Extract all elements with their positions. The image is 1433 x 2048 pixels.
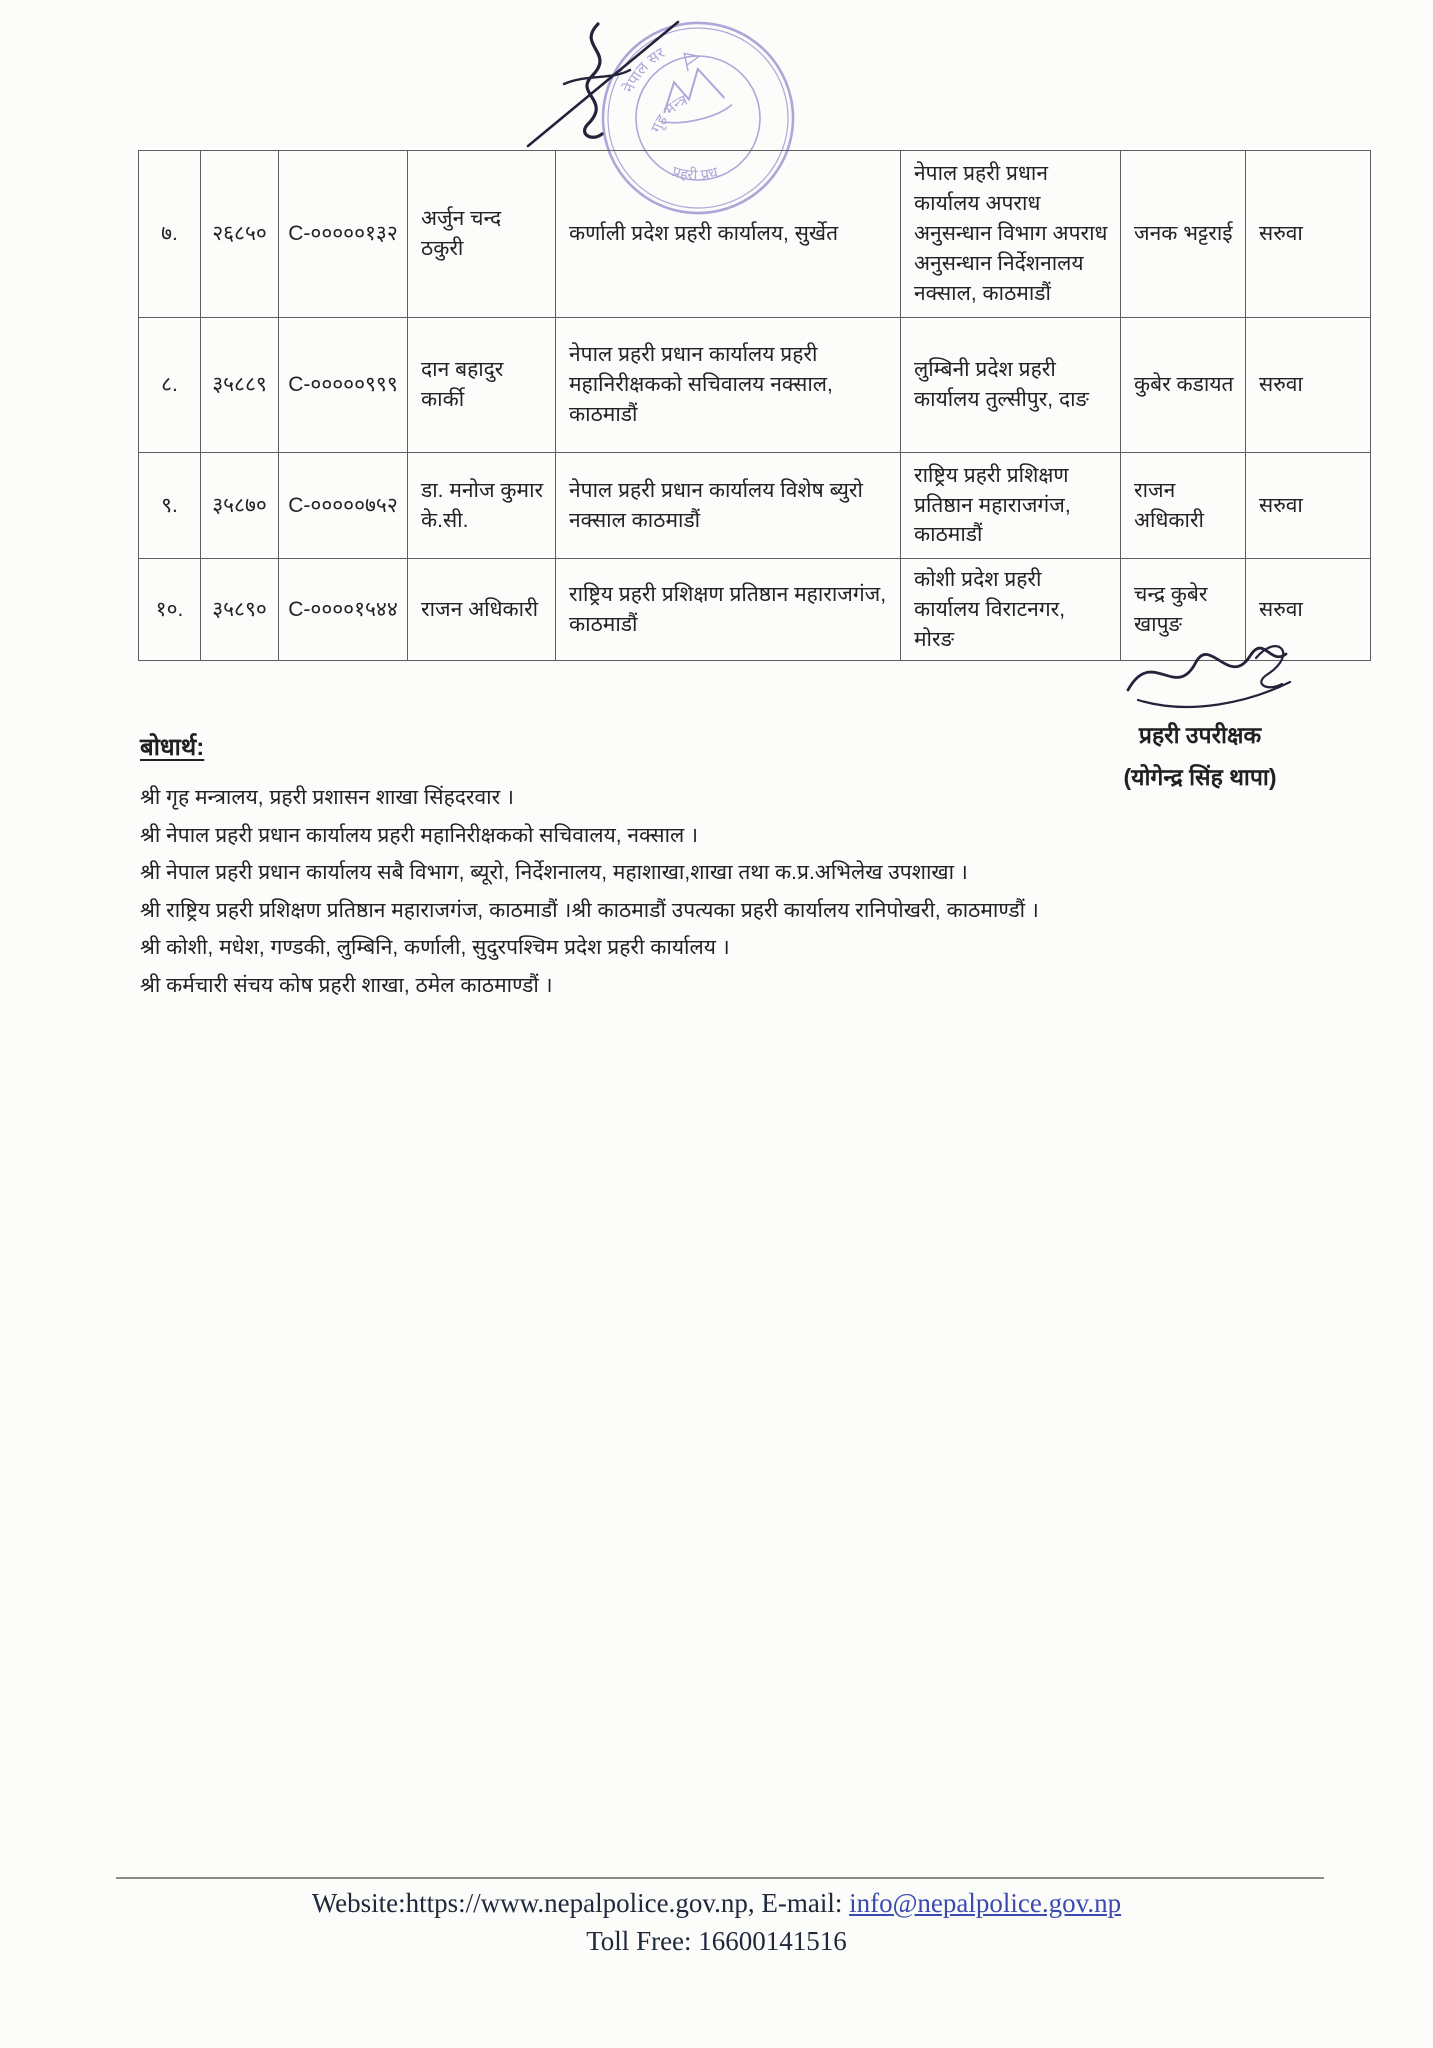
- signatory-designation: प्रहरी उपरीक्षक: [1138, 722, 1262, 748]
- cell-to-office: राष्ट्रिय प्रहरी प्रशिक्षण प्रतिष्ठान महाराजगंज, काठमाडौं: [901, 453, 1121, 559]
- cell-reg-no: C-००००१५४४: [279, 559, 408, 661]
- cell-recommended-by: कुबेर कडायत: [1121, 318, 1246, 453]
- table-row: [139, 453, 1371, 559]
- bodhartha-heading: बोधार्थ:: [140, 734, 205, 761]
- cell-name: अर्जुन चन्द ठकुरी: [408, 151, 556, 318]
- cell-employee-no: ३५८९०: [201, 559, 279, 661]
- cell-name: राजन अधिकारी: [408, 559, 556, 661]
- cell-from-office: राष्ट्रिय प्रहरी प्रशिक्षण प्रतिष्ठान महाराजगंज, काठमाडौं: [556, 559, 901, 661]
- cell-remark: सरुवा: [1246, 151, 1371, 318]
- cell-remark: सरुवा: [1246, 559, 1371, 661]
- bodhartha-item: श्री राष्ट्रिय प्रहरी प्रशिक्षण प्रतिष्ठान महाराजगंज, काठमाडौं ।श्री काठमाडौं उपत्यका प्रहरी कार्यालय रानिपोखरी, काठमाण्डौं ।: [140, 898, 1039, 922]
- cell-remark: सरुवा: [1246, 453, 1371, 559]
- cell-serial: ७.: [139, 151, 201, 318]
- cell-employee-no: ३५८७०: [201, 453, 279, 559]
- table-row: [139, 151, 1371, 318]
- seal-ring-text: गृह मन्त्र: [647, 91, 691, 136]
- cell-recommended-by: राजन अधिकारी: [1121, 453, 1246, 559]
- footer-tollfree: Toll Free: 16600141516: [586, 1926, 847, 1956]
- bodhartha-item: श्री कोशी, मधेश, गण्डकी, लुम्बिनि, कर्णाली, सुदुरपश्चिम प्रदेश प्रहरी कार्यालय ।: [140, 936, 730, 959]
- footer-divider: [116, 1877, 1324, 1879]
- cell-reg-no: C-०००००७५२: [279, 453, 408, 559]
- bodhartha-section: [140, 730, 1040, 1004]
- cell-employee-no: २६८५०: [201, 151, 279, 318]
- bodhartha-item: श्री गृह मन्त्रालय, प्रहरी प्रशासन शाखा सिंहदरवार ।: [140, 786, 514, 809]
- cell-employee-no: ३५८८९: [201, 318, 279, 453]
- cell-serial: ८.: [139, 318, 201, 453]
- cell-recommended-by: चन्द्र कुबेर खापुङ: [1121, 559, 1246, 661]
- bodhartha-item: श्री नेपाल प्रहरी प्रधान कार्यालय सबै विभाग, ब्यूरो, निर्देशनालय, महाशाखा,शाखा तथा क.प्र.अभिलेख उपशाखा ।: [140, 861, 968, 884]
- seal-ring-text: प्रहरी प्रध: [669, 163, 720, 185]
- cell-to-office: लुम्बिनी प्रदेश प्रहरी कार्यालय तुल्सीपुर, दाङ: [901, 318, 1121, 453]
- signature-block: [1060, 718, 1340, 792]
- officer-signature-ink: [1118, 628, 1303, 723]
- email-link[interactable]: info@nepalpolice.gov.np: [849, 1888, 1122, 1918]
- pen-signature-ink: [512, 18, 692, 153]
- cell-name: दान बहादुर कार्की: [408, 318, 556, 453]
- cell-to-office: नेपाल प्रहरी प्रधान कार्यालय अपराध अनुसन्धान विभाग अपराध अनुसन्धान निर्देशनालय नक्साल, काठमाडौं: [901, 151, 1121, 318]
- cell-from-office: नेपाल प्रहरी प्रधान कार्यालय प्रहरी महानिरीक्षकको सचिवालय नक्साल, काठमाडौं: [556, 318, 901, 453]
- footer: [0, 1888, 1433, 1957]
- cell-remark: सरुवा: [1246, 318, 1371, 453]
- signatory-name: (योगेन्द्र सिंह थापा): [1123, 764, 1277, 790]
- cell-recommended-by: जनक भट्टराई: [1121, 151, 1246, 318]
- cell-serial: ९.: [139, 453, 201, 559]
- table-row: [139, 318, 1371, 453]
- seal-ring-text: नेपाल सर: [620, 44, 668, 96]
- footer-contact-line: [0, 1888, 1433, 1919]
- cell-to-office: कोशी प्रदेश प्रहरी कार्यालय विराटनगर, मोरङ: [901, 559, 1121, 661]
- cell-reg-no: C-०००००१३२: [279, 151, 408, 318]
- transfer-table: [138, 150, 1371, 661]
- cell-from-office: नेपाल प्रहरी प्रधान कार्यालय विशेष ब्युरो नक्साल काठमाडौं: [556, 453, 901, 559]
- cell-name: डा. मनोज कुमार के.सी.: [408, 453, 556, 559]
- footer-website-text: Website:https://www.nepalpolice.gov.np, E-mail:: [311, 1888, 850, 1918]
- cell-serial: १०.: [139, 559, 201, 661]
- cell-from-office: कर्णाली प्रदेश प्रहरी कार्यालय, सुर्खेत: [556, 151, 901, 318]
- bodhartha-item: श्री कर्मचारी संचय कोष प्रहरी शाखा, ठमेल काठमाण्डौं ।: [140, 973, 553, 997]
- cell-reg-no: C-०००००९९९: [279, 318, 408, 453]
- bodhartha-item: श्री नेपाल प्रहरी प्रधान कार्यालय प्रहरी महानिरीक्षकको सचिवालय, नक्साल ।: [140, 823, 699, 847]
